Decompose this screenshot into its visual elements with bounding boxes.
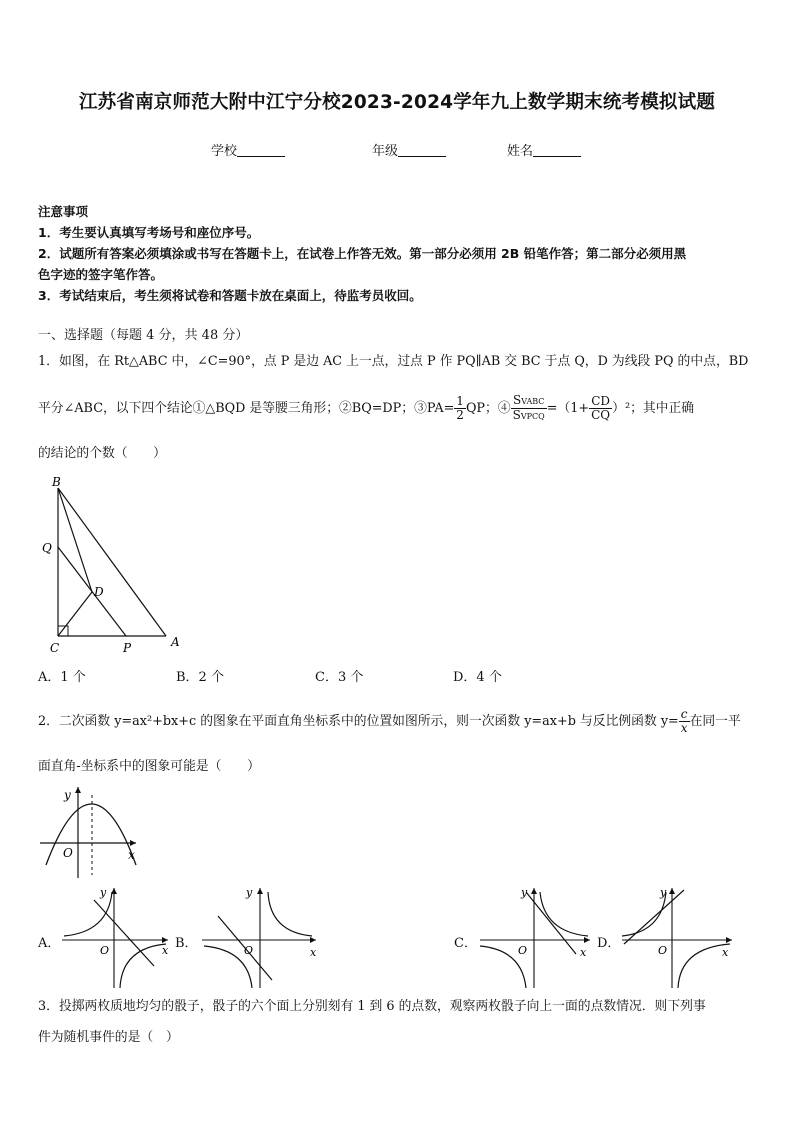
- y-axis-arrow: [531, 888, 537, 894]
- s-subscript: VPCQ: [520, 412, 545, 421]
- fraction-den: [511, 409, 547, 423]
- x-label: x: [128, 848, 135, 862]
- name-label: 姓名: [507, 144, 534, 159]
- fraction-den: CQ: [591, 408, 611, 422]
- fraction-c-over-x: [679, 708, 690, 735]
- grade-label: 年级: [372, 144, 399, 159]
- option-d[interactable]: D．4 个: [453, 670, 502, 685]
- q1-line2b: QP；④: [465, 401, 511, 416]
- q1-triangle-figure: [36, 470, 186, 655]
- s-symbol: S: [512, 393, 522, 407]
- linear-function-line: [624, 890, 684, 944]
- q1-line3: 的结论的个数（ ）: [38, 446, 166, 461]
- q3-line2: 件为随机事件的是（ ）: [38, 1030, 179, 1045]
- q1-line1: 1．如图，在 Rt△ABC 中，∠C=90°，点 P 是边 AC 上一点，过点 P 作 PQ∥AB 交 BC 于点 Q，D 为线段 PQ 的中点，BD: [38, 354, 749, 369]
- fraction-half: [454, 395, 466, 422]
- origin-label: O: [518, 944, 528, 957]
- fraction-num: c: [679, 708, 690, 722]
- x-axis-arrow: [726, 937, 732, 943]
- school-field: [211, 140, 285, 159]
- q3-line1: 3．投掷两枚质地均匀的骰子，骰子的六个面上分别刻有 1 到 6 的点数，观察两枚骰子向上一面的点数情况．则下列事: [38, 999, 706, 1014]
- q2-option-b-label[interactable]: B．: [175, 936, 198, 951]
- hyperbola-branch: [268, 892, 312, 936]
- y-axis-arrow: [669, 888, 675, 894]
- option-c[interactable]: C．3 个: [315, 670, 364, 685]
- q1-line2d: ）²；其中正确: [612, 401, 695, 416]
- x-label: x: [722, 946, 729, 959]
- name-blank[interactable]: [533, 144, 581, 157]
- note-item: 色字迹的签字笔作答。: [38, 267, 164, 282]
- fraction-den: 2: [456, 408, 464, 422]
- y-label: y: [64, 788, 71, 802]
- q1-line2a: 平分∠ABC，以下四个结论①△BQD 是等腰三角形；②BQ=DP；③PA=: [38, 401, 455, 416]
- option-a[interactable]: A．1 个: [38, 670, 86, 685]
- label-c: C: [50, 641, 60, 655]
- y-label: y: [521, 886, 528, 899]
- origin-label: O: [100, 944, 110, 957]
- notes-heading: 注意事项: [38, 204, 89, 219]
- label-q: Q: [42, 541, 52, 555]
- q2-option-d-label[interactable]: D．: [597, 936, 621, 951]
- fraction-cd-cq: [589, 395, 612, 422]
- note-item: 2．试题所有答案必须填涂或书写在答题卡上，在试卷上作答无效。第一部分必须用 2B 铅笔作答；第二部分必须用黑: [38, 246, 687, 261]
- q2-option-d-graph[interactable]: [618, 884, 736, 990]
- segment-cd: [58, 592, 92, 636]
- fraction-num: CD: [589, 395, 612, 409]
- segment-ab: [58, 488, 166, 636]
- fraction-den: x: [680, 721, 688, 735]
- school-label: 学校: [211, 144, 238, 159]
- x-label: x: [162, 944, 169, 957]
- q1-line2: [38, 392, 694, 426]
- q2-line1: [38, 708, 741, 736]
- label-b: B: [52, 475, 61, 489]
- s-symbol: S: [512, 408, 521, 422]
- q1-line2c: =（1+: [546, 401, 590, 416]
- q2-option-b-graph[interactable]: [198, 884, 320, 990]
- fraction-area-ratio: [511, 394, 547, 423]
- q2-line1a: 2．二次函数 y=ax²+bx+c 的图象在平面直角坐标系中的位置如图所示，则一次函数 y=ax+b 与反比例函数 y=: [38, 714, 679, 729]
- q2-line1b: 在同一平: [689, 714, 741, 729]
- q2-option-c-label[interactable]: C．: [454, 936, 477, 951]
- x-label: x: [580, 946, 587, 959]
- x-axis-arrow: [584, 937, 590, 943]
- name-field: [507, 140, 581, 159]
- note-item: 1．考生要认真填写考场号和座位序号。: [38, 225, 260, 240]
- fraction-num: 1: [456, 394, 464, 408]
- y-axis-arrow: [257, 888, 263, 894]
- y-label: y: [660, 886, 667, 899]
- fraction-num: [511, 394, 547, 409]
- q2-parabola-figure: [36, 783, 140, 881]
- q2-option-a-label[interactable]: A．: [38, 936, 61, 951]
- origin-label: O: [63, 846, 73, 860]
- q2-option-a-graph[interactable]: [60, 884, 172, 990]
- hyperbola-branch: [540, 892, 588, 936]
- x-axis-arrow: [310, 937, 316, 943]
- origin-label: O: [244, 944, 254, 957]
- y-axis-arrow: [75, 787, 81, 793]
- school-blank[interactable]: [237, 144, 285, 157]
- section-heading: 一、选择题（每题 4 分，共 48 分）: [38, 328, 249, 343]
- parabola-curve: [46, 804, 136, 865]
- grade-field: [372, 140, 446, 159]
- y-label: y: [100, 886, 107, 899]
- label-a: A: [171, 635, 180, 649]
- page-title: 江苏省南京师范大附中江宁分校2023-2024学年九上数学期末统考模拟试题: [78, 92, 716, 113]
- segment-bd: [58, 488, 92, 592]
- note-item: 3．考试结束后，考生须将试卷和答题卡放在桌面上，待监考员收回。: [38, 288, 422, 303]
- x-axis-arrow: [130, 840, 136, 846]
- origin-label: O: [658, 944, 668, 957]
- hyperbola-branch: [120, 944, 166, 988]
- x-label: x: [310, 946, 317, 959]
- label-d: D: [94, 585, 104, 599]
- q2-line2: 面直角-坐标系中的图象可能是（ ）: [38, 759, 260, 774]
- y-label: y: [246, 886, 253, 899]
- x-axis-arrow: [162, 937, 168, 943]
- grade-blank[interactable]: [398, 144, 446, 157]
- option-b[interactable]: B．2 个: [176, 670, 224, 685]
- label-p: P: [123, 641, 132, 655]
- s-subscript: VABC: [521, 397, 545, 406]
- q2-option-c-graph[interactable]: [476, 884, 594, 990]
